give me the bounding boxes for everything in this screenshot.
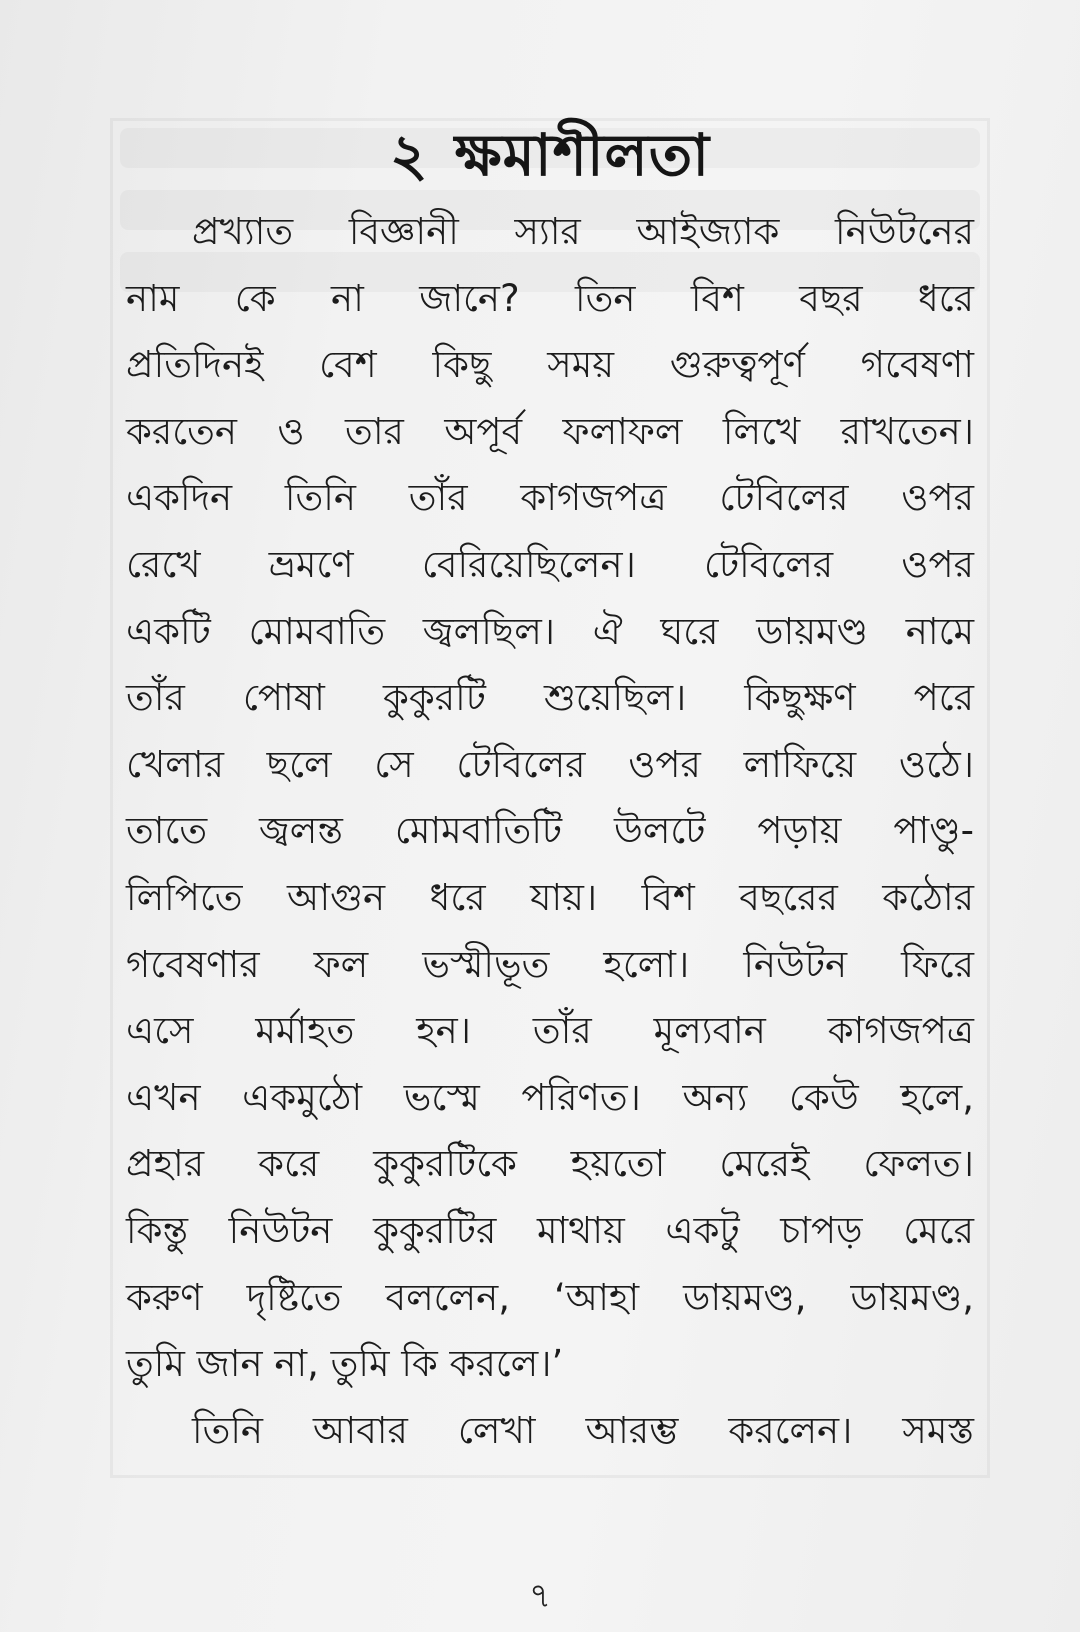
text-line: লিপিতে আগুন ধরে যায়। বিশ বছরের কঠোর [126, 875, 974, 919]
text-line: এখন একমুঠো ভস্মে পরিণত। অন্য কেউ হলে, [126, 1075, 974, 1119]
text-line: এসে মর্মাহত হন। তাঁর মূল্যবান কাগজপত্র [126, 1009, 974, 1053]
page-content [126, 115, 974, 1464]
text-line: প্রতিদিনই বেশ কিছু সময় গুরুত্বপূর্ণ গবেষণা [126, 343, 974, 387]
chapter-title-text: ক্ষমাশীলতা [454, 121, 711, 189]
text-line: নাম কে না জানে? তিন বিশ বছর ধরে [126, 276, 974, 320]
text-line: প্রহার করে কুকুরটিকে হয়তো মেরেই ফেলত। [126, 1142, 974, 1186]
text-line: গবেষণার ফল ভস্মীভূত হলো। নিউটন ফিরে [126, 942, 974, 986]
text-line: তাঁর পোষা কুকুরটি শুয়েছিল। কিছুক্ষণ পরে [126, 676, 974, 720]
story-text [126, 199, 974, 1464]
text-line: করতেন ও তার অপূর্ব ফলাফল লিখে রাখতেন। [126, 409, 974, 453]
text-line: একদিন তিনি তাঁর কাগজপত্র টেবিলের ওপর [126, 476, 974, 520]
text-line: প্রখ্যাত বিজ্ঞানী স্যার আইজ্যাক নিউটনের [192, 210, 974, 253]
text-line: রেখে ভ্রমণে বেরিয়েছিলেন। টেবিলের ওপর [126, 542, 974, 586]
text-line: তুমি জান না, তুমি কি করলে।’ [126, 1342, 564, 1386]
page-number: ৭ [528, 1576, 552, 1616]
text-line: কিন্তু নিউটন কুকুরটির মাথায় একটু চাপড় মেরে [126, 1208, 974, 1252]
text-line: করুণ দৃষ্টিতে বললেন, ‘আহা ডায়মণ্ড, ডায়মণ্ড, [126, 1275, 974, 1319]
text-line: একটি মোমবাতি জ্বলছিল। ঐ ঘরে ডায়মণ্ড নামে [126, 609, 974, 653]
text-line: খেলার ছলে সে টেবিলের ওপর লাফিয়ে ওঠে। [126, 742, 974, 786]
text-line: তিনি আবার লেখা আরম্ভ করলেন। সমস্ত [192, 1408, 974, 1452]
chapter-number: ২ [389, 121, 429, 189]
chapter-title [126, 115, 974, 199]
text-line: তাতে জ্বলন্ত মোমবাতিটি উলটে পড়ায় পাণ্ডু- [126, 809, 974, 853]
